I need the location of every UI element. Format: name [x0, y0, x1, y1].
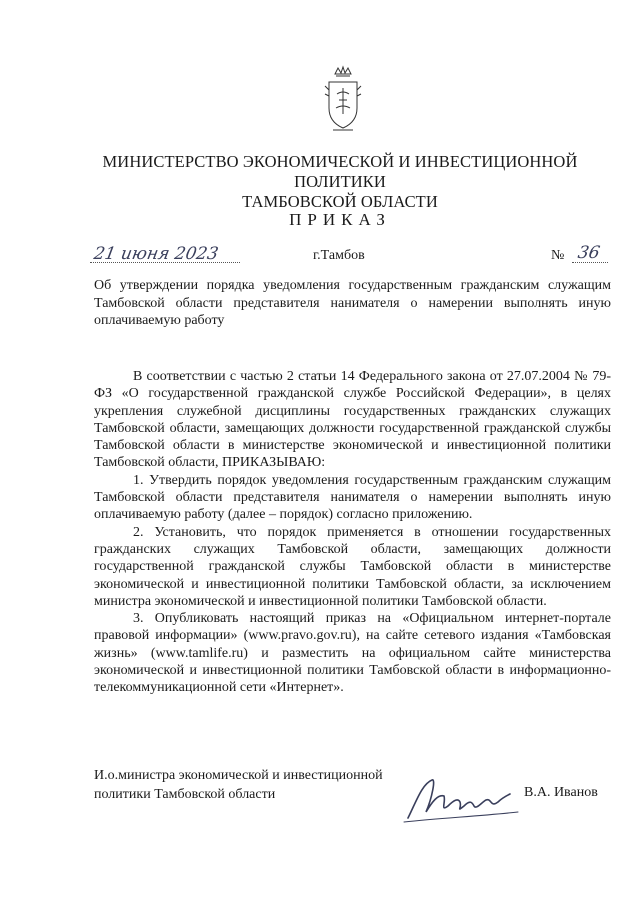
signer-position-line1: И.о.министра экономической и инвестиционной: [94, 768, 383, 783]
order-city: г.Тамбов: [313, 248, 365, 263]
order-item-3: 3. Опубликовать настоящий приказ на «Официальном интернет-портале правовой информации» (www.pravo.gov.ru), на сайте сетевого издания «Тамбовская жизнь» (www.tamlife.ru) и разместить на официальном сайте министерства экономической и инвестиционной политики Тамбовской области в информационно-телекоммуникационной сети «Интернет».: [94, 611, 611, 696]
order-number: 36: [576, 243, 602, 263]
signer-position-line2: политики Тамбовской области: [94, 787, 276, 802]
order-subject: Об утверждении порядка уведомления государственным гражданским служащим Тамбовской области представителя нанимателя о намерении выполнять иную оплачиваемую работу: [94, 278, 611, 328]
order-body: [94, 368, 611, 697]
number-underline: [572, 262, 608, 263]
order-number-sign: №: [551, 248, 565, 263]
handwritten-signature-icon: [402, 772, 522, 824]
order-item-2: 2. Установить, что порядок применяется в отношении государственных гражданских служащих Тамбовской области, замещающих должности государственной гражданской службы Тамбовской области в министерстве экономической и инвестиционной политики Тамбовской области, за исключением министра экономической и инвестиционной политики Тамбовской области.: [94, 524, 611, 609]
order-item-1: 1. Утвердить порядок уведомления государственным гражданским служащим Тамбовской области представителя нанимателя о намерении выполнять иную оплачиваемую работу (далее – порядок) согласно приложению.: [94, 472, 611, 523]
signer-position: [94, 766, 414, 804]
ministry-name: [60, 152, 620, 212]
order-title: ПРИКАЗ: [289, 210, 391, 229]
order-preamble: В соответствии с частью 2 статьи 14 Федерального закона от 27.07.2004 № 79-ФЗ «О государственной гражданской службе Российской Федерации», в целях укрепления служебной дисциплины государственных гражданских служащих Тамбовской области, замещающих должности государственной гражданской службы Тамбовской области в министерстве экономической и инвестиционной политики Тамбовской области, ПРИКАЗЫВАЮ:: [94, 369, 611, 471]
signer-name: В.А. Иванов: [524, 785, 598, 800]
coat-of-arms-icon: [321, 64, 365, 134]
order-date: 21 июня 2023: [92, 244, 220, 264]
ministry-name-line2: ТАМБОВСКОЙ ОБЛАСТИ: [242, 192, 438, 211]
date-underline: [90, 262, 240, 263]
ministry-name-line1: МИНИСТЕРСТВО ЭКОНОМИЧЕСКОЙ И ИНВЕСТИЦИОННОЙ ПОЛИТИКИ: [102, 152, 578, 191]
